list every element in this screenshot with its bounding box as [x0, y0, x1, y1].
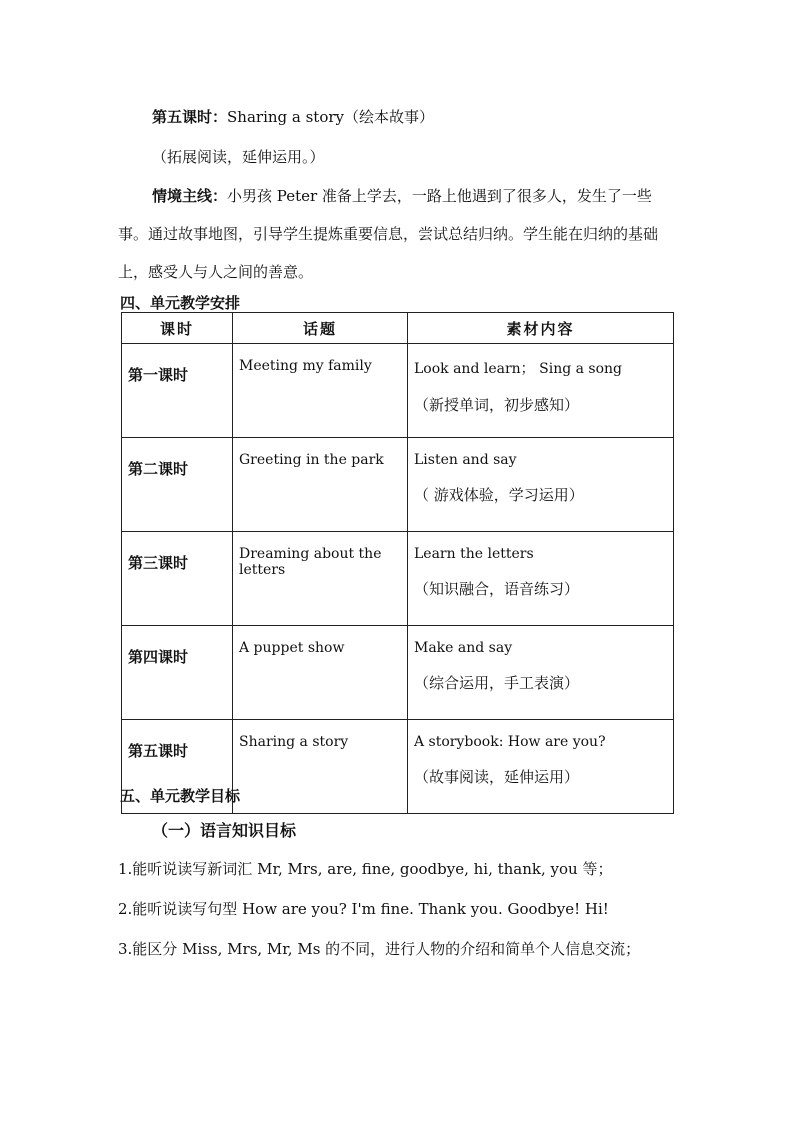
scenario-text: 小男孩 Peter 准备上学去，一路上他遇到了很多人，发生了一些事。通过故事地图，引导学生提炼重要信息，尝试总结归纳。学生能在归纳的基础上，感受人与人之间的善意。 — [118, 187, 659, 281]
section5-heading: 五、单元教学目标 — [120, 787, 241, 805]
table-row — [122, 344, 674, 438]
topic-text: Dreaming about the letters — [239, 546, 382, 578]
lesson-cell — [122, 344, 233, 438]
lesson-name: 第四课时 — [128, 648, 189, 666]
content-en: Make and say — [414, 640, 513, 656]
lesson5-label: 第五课时： — [152, 108, 228, 126]
lesson-name: 第一课时 — [128, 366, 189, 384]
lesson5-note: （拓展阅读，延伸运用。） — [152, 148, 325, 166]
table-header-row — [122, 313, 674, 344]
section5-subheading: （一）语言知识目标 — [152, 821, 297, 840]
lesson-cell — [122, 532, 233, 626]
content-en: Learn the letters — [414, 546, 534, 562]
topic-cell — [233, 532, 408, 626]
content-en: A storybook: How are you? — [414, 734, 606, 750]
table-row — [122, 626, 674, 720]
topic-text: Sharing a story — [239, 734, 349, 750]
topic-cell — [233, 720, 408, 814]
content-zh: （知识融合，语音练习） — [414, 580, 580, 598]
schedule-table — [121, 312, 674, 814]
lesson5-line — [152, 106, 434, 127]
section4-heading: 四、单元教学安排 — [120, 294, 241, 312]
goal-item: 3.能区分 Miss, Mrs, Mr, Ms 的不同，进行人物的介绍和简单个人信息交流； — [118, 940, 641, 958]
content-cell — [408, 532, 674, 626]
topic-text: Greeting in the park — [239, 452, 384, 468]
topic-cell — [233, 438, 408, 532]
content-en: Look and learn； Sing a song — [414, 361, 623, 377]
lesson-name: 第五课时 — [128, 742, 189, 760]
content-cell — [408, 344, 674, 438]
lesson-cell — [122, 438, 233, 532]
goal-item: 1.能听说读写新词汇 Mr, Mrs, are, fine, goodbye, hi, thank, you 等； — [118, 860, 613, 878]
topic-text: Meeting my family — [239, 358, 372, 374]
scenario-label: 情境主线： — [152, 187, 228, 205]
goal-item: 2.能听说读写句型 How are you? I'm fine. Thank you. Goodbye! Hi! — [118, 900, 609, 918]
lesson-name: 第三课时 — [128, 554, 189, 572]
lesson-cell — [122, 626, 233, 720]
topic-cell — [233, 344, 408, 438]
lesson5-title: Sharing a story（绘本故事） — [227, 108, 435, 126]
topic-cell — [233, 626, 408, 720]
content-zh: （ 游戏体验，学习运用） — [414, 486, 584, 504]
header-lesson: 课时 — [122, 313, 233, 344]
lesson-name: 第二课时 — [128, 460, 189, 478]
header-content: 素材内容 — [408, 313, 674, 344]
content-cell — [408, 626, 674, 720]
content-en: Listen and say — [414, 452, 517, 468]
content-cell — [408, 720, 674, 814]
scenario-paragraph — [118, 177, 678, 291]
content-cell — [408, 438, 674, 532]
topic-text: A puppet show — [239, 640, 345, 656]
content-zh: （新授单词，初步感知） — [414, 396, 580, 414]
table-row — [122, 532, 674, 626]
header-topic: 话题 — [233, 313, 408, 344]
table-row — [122, 438, 674, 532]
content-zh: （综合运用，手工表演） — [414, 674, 580, 692]
content-zh: （故事阅读，延伸运用） — [414, 768, 580, 786]
